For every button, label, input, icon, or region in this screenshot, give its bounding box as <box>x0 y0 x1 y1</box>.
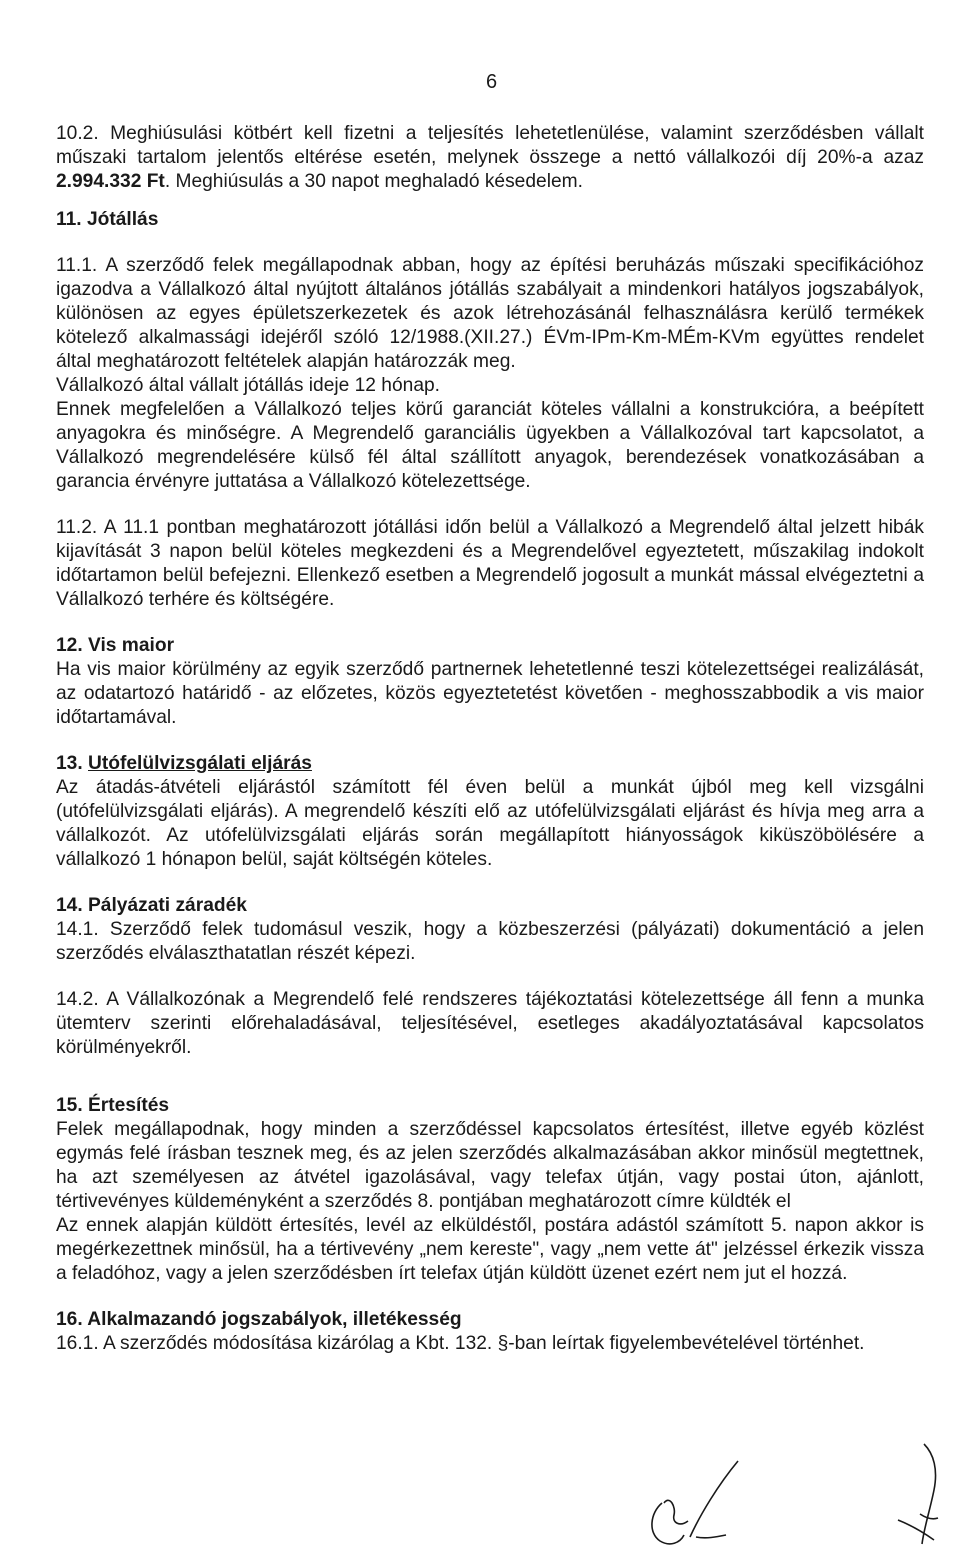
page-number: 6 <box>486 71 498 93</box>
warranty-period: Vállalkozó által vállalt jótállás ideje 12 hónap. <box>56 375 440 396</box>
heading-16: 16. Alkalmazandó jogszabályok, illetékesség <box>56 1309 462 1330</box>
clause-10-2-text: 10.2. Meghiúsulási kötbért kell fizetni a teljesítés lehetetlenülése, valamint szerződésben vállalt műszaki tartalom jelentős eltérése esetén, melynek összege a nettó vállalkozói díj 20%-a azaz <box>56 123 924 168</box>
penalty-amount: 2.994.332 Ft <box>56 171 165 192</box>
document-body <box>56 122 924 1356</box>
clause-14-1: 14.1. Szerződő felek tudomásul veszik, hogy a közbeszerzési (pályázati) dokumentáció a jelen szerződés elválaszthatatlan részét képezi. <box>56 919 924 964</box>
heading-13 <box>56 752 924 776</box>
heading-11: 11. Jótállás <box>56 209 159 230</box>
heading-15: 15. Értesítés <box>56 1095 170 1116</box>
signature-initials-1 <box>640 1455 760 1550</box>
clause-11-1: 11.1. A szerződő felek megállapodnak abban, hogy az építési beruházás műszaki specifikációhoz igazodva a Vállalkozó által nyújtott általános jótállás szabályait a mindenkori hatályos jogszabályok, különösen az egyes épületszerkezetek és azok létrehozásánál felhasználásra kerülő termékek kötelező alkalmassági idejéről szóló 12/1988.(XII.27.) ÉVm-IPm-Km-MÉm-KVm együttes rendelet által meghatározott feltételek alapján határozzák meg. <box>56 255 924 372</box>
clause-10-2-end: . Meghiúsulás a 30 napot meghaladó késedelem. <box>164 171 583 192</box>
heading-13-number: 13. <box>56 753 89 774</box>
warranty-scope: Ennek megfelelően a Vállalkozó teljes körű garanciát köteles vállalni a konstrukcióra, a beépített anyagokra és minőségre. A Megrendelő garanciális ügyekben a Vállalkozóval tart kapcsolatot, a Vállalkozó megrendelésére külső fél által szállított anyagok, berendezések vonatkozásában a garancia érvényre juttatása a Vállalkozó kötelezettsége. <box>56 399 924 492</box>
clause-16-1: 16.1. A szerződés módosítása kizárólag a Kbt. 132. §-ban leírtak figyelembevételével történhet. <box>56 1333 865 1354</box>
clause-15-1: Felek megállapodnak, hogy minden a szerződéssel kapcsolatos értesítést, illetve egyéb közlést egymás felé írásban tesznek meg, és az jelen szerződés alkalmazásában akkor minősül megtettnek, ha azt személyesen az átvétel igazolásával, vagy telefax útján, vagy postai úton, ajánlott, tértivevényes küldeményként a szerződés 8. pontjában meghatározott címre küldték el <box>56 1119 924 1212</box>
clause-11-2: 11.2. A 11.1 pontban meghatározott jótállási időn belül a Vállalkozó a Megrendelő által jelzett hibák kijavítását 3 napon belül köteles megkezdeni és a Megrendelővel egyeztetett, műszakilag indokolt időtartamon belül befejezni. Ellenkező esetben a Megrendelő jogosult a munkát mással elvégeztetni a Vállalkozó terhére és költségére. <box>56 517 924 610</box>
clause-13: Az átadás-átvételi eljárástól számított fél éven belül a munkát újból meg kell vizsgálni (utófelülvizsgálati eljárás). A megrendelő készíti elő az utófelülvizsgálati eljárást és hívja meg arra a vállalkozót. Az utófelülvizsgálati eljárás során megállapított hiányosságok kiküszöbölésére a vállalkozó 1 hónapon belül, saját költségén köteles. <box>56 777 924 870</box>
heading-13-title: Utófelülvizsgálati eljárás <box>88 753 312 774</box>
heading-14: 14. Pályázati záradék <box>56 895 247 916</box>
clause-15-2: Az ennek alapján küldött értesítés, levél az elküldéstől, postára adástól számított 5. napon akkor is megérkezettnek minősül, ha a tértivevény „nem kereste", vagy „nem vette át" jelzéssel érkezik vissza a feladóhoz, vagy a jelen szerződésben írt telefax útján küldött üzenet ezért nem jut el hozzá. <box>56 1215 924 1284</box>
signature-initials-2 <box>890 1440 950 1550</box>
heading-12: 12. Vis maior <box>56 635 175 656</box>
clause-14-2: 14.2. A Vállalkozónak a Megrendelő felé rendszeres tájékoztatási kötelezettsége áll fenn a munka ütemterv szerinti előrehaladásával, teljesítésével, esetleges akadályoztatásával kapcsolatos körülményekről. <box>56 989 924 1058</box>
clause-12: Ha vis maior körülmény az egyik szerződő partnernek lehetetlenné teszi kötelezettségei realizálását, az odatartozó határidő - az előzetes, közös egyeztetetést követően - meghosszabbodik a vis maior időtartamával. <box>56 659 924 728</box>
clause-10-2 <box>56 122 924 194</box>
